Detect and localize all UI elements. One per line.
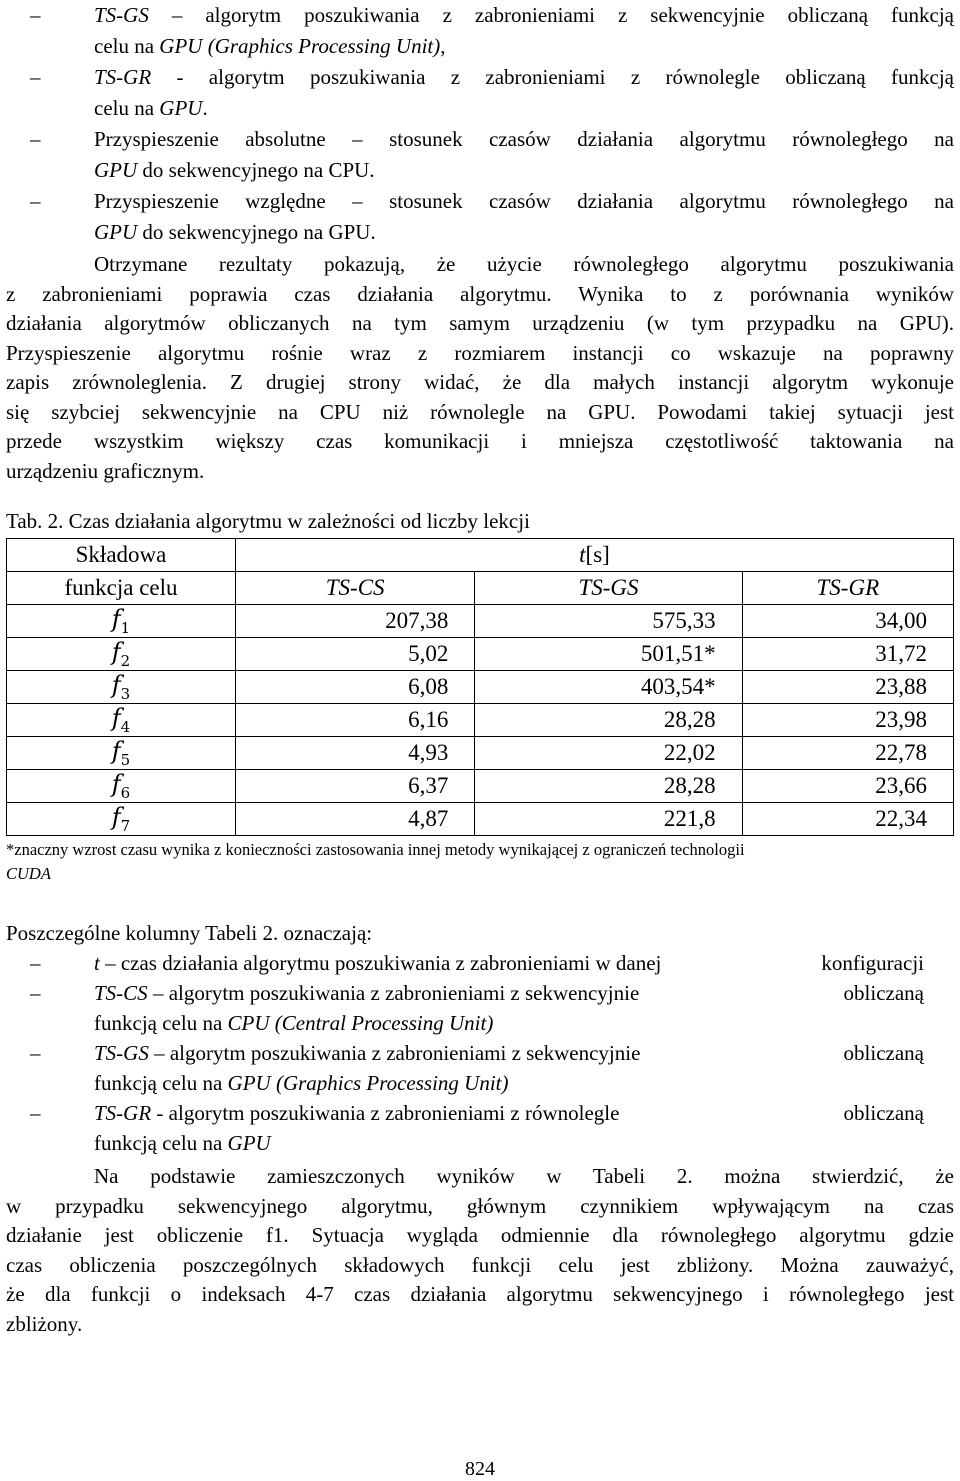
function-index: 7	[120, 816, 131, 835]
definition-line-1	[94, 0, 954, 31]
paragraph-line: czas obliczenia poszczególnych składowych funkcji celu jest zbliżony. Można zauważyć,	[6, 1252, 954, 1277]
paragraph-line: urządzeniu graficznym.	[6, 458, 205, 483]
definition-text: ,	[440, 34, 446, 58]
function-symbol: $f_5$	[111, 737, 131, 769]
value-cell: 501,51*	[475, 638, 742, 671]
function-symbol: $f_3$	[111, 671, 131, 703]
legend-term: GPU	[227, 1131, 271, 1155]
dash-bullet: –	[30, 189, 41, 213]
legend-line-1	[94, 948, 954, 978]
dash-bullet: –	[30, 981, 41, 1005]
paragraph-line: działanie jest obliczenie f1. Sytuacja wygląda odmiennie dla równoległego algorytmu gdzie	[6, 1223, 954, 1247]
legend-right-word: konfiguracji	[821, 951, 924, 975]
legend-text: funkcją celu na	[94, 1071, 228, 1095]
definition-term: GPU	[94, 158, 138, 182]
component-cell	[7, 770, 236, 803]
dash-bullet: –	[30, 951, 41, 975]
component-cell	[7, 737, 236, 770]
value-cell: 22,02	[475, 737, 742, 770]
value-cell: 22,34	[742, 803, 953, 836]
definition-line-2	[94, 155, 954, 186]
definition-term: GPU (Graphics Processing Unit)	[159, 34, 441, 58]
legend-text: - algorytm poszukiwania z zabronieniami z równolegle	[151, 1101, 620, 1125]
table-row	[7, 605, 954, 638]
table-caption: Tab. 2. Czas działania algorytmu w zależności od liczby lekcji	[6, 509, 530, 533]
definition-text: Przyspieszenie względne – stosunek czasów działania algorytmu równoległego na	[94, 189, 954, 213]
table-row	[7, 770, 954, 803]
definition-term: GPU	[159, 96, 203, 120]
legend-line-1	[94, 1038, 954, 1068]
legend-text: funkcją celu na	[94, 1011, 228, 1035]
value-cell: 6,37	[236, 770, 475, 803]
paragraph-line: Na podstawie zamieszczonych wyników w Tabeli 2. można stwierdzić, że	[94, 1164, 954, 1188]
paragraph-line: zbliżony.	[6, 1311, 83, 1336]
definition-line-1	[94, 186, 954, 217]
paragraph-line: w przypadku sekwencyjnego algorytmu, głównym czynnikiem wpływającym na czas	[6, 1193, 954, 1218]
column-ts-gs: TS-GS	[475, 572, 742, 605]
function-index: 6	[120, 783, 131, 802]
component-cell	[7, 704, 236, 737]
function-symbol: $f_7$	[111, 803, 131, 835]
footnote-line-2: CUDA	[6, 864, 51, 883]
legend-text: – algorytm poszukiwania z zabronieniami z sekwencyjnie	[148, 1041, 641, 1065]
function-index: 1	[120, 618, 131, 637]
legend-line-1	[94, 1098, 954, 1128]
paragraph-line: się szybciej sekwencyjnie na CPU niż równolegle na GPU. Powodami takiej sytuacji jest	[6, 399, 954, 424]
function-symbol: $f_2$	[111, 638, 131, 670]
definition-item	[6, 186, 954, 248]
definition-text: celu na	[94, 96, 160, 120]
definition-text: .	[202, 96, 208, 120]
definition-text: – algorytm poszukiwania z zabronieniami z sekwencyjnie obliczaną funkcją	[148, 3, 954, 27]
definition-term: GPU	[94, 220, 138, 244]
function-symbol: $f_4$	[111, 704, 131, 736]
legend-title: Poszczególne kolumny Tabeli 2. oznaczają:	[6, 921, 373, 945]
definition-text: Przyspieszenie absolutne – stosunek czasów działania algorytmu równoległego na	[94, 127, 954, 151]
definition-item	[6, 0, 954, 62]
definition-line-1	[94, 62, 954, 93]
table-row	[7, 803, 954, 836]
function-index: 2	[120, 651, 131, 670]
paragraph-line: przede wszystkim większy czas komunikacji i mniejsza częstotliwość taktowania na	[6, 429, 954, 453]
value-cell: 22,78	[742, 737, 953, 770]
definition-line-2	[94, 217, 954, 248]
column-ts-gr: TS-GR	[742, 572, 953, 605]
function-index: 4	[120, 717, 131, 736]
value-cell: 403,54*	[475, 671, 742, 704]
definition-text: celu na	[94, 34, 160, 58]
paragraph-line: Otrzymane rezultaty pokazują, że użycie równoległego algorytmu poszukiwania	[94, 252, 954, 276]
function-index: 5	[120, 750, 131, 769]
definition-line-2	[94, 31, 954, 62]
value-cell: 31,72	[742, 638, 953, 671]
definition-item	[6, 62, 954, 124]
results-table	[6, 538, 954, 836]
component-cell	[7, 638, 236, 671]
header-component-2: funkcja celu	[7, 572, 236, 605]
legend-term: TS-CS	[94, 981, 148, 1005]
legend-item	[6, 948, 954, 978]
legend-item	[6, 1038, 954, 1098]
definitions-list	[6, 0, 954, 248]
definition-line-2	[94, 93, 954, 124]
paragraph-line: działania algorytmów obliczanych na tym samym urządzeniu (w tym przypadku na GPU).	[6, 311, 954, 335]
legend-text: (Graphics Processing Unit)	[270, 1071, 509, 1095]
value-cell: 5,02	[236, 638, 475, 671]
dash-bullet: –	[30, 1041, 41, 1065]
function-index: 3	[120, 684, 131, 703]
legend-text: – algorytm poszukiwania z zabronieniami z sekwencyjnie	[147, 981, 640, 1005]
legend-item	[6, 1098, 954, 1158]
value-cell: 28,28	[475, 704, 742, 737]
definition-term: TS-GS	[94, 3, 149, 27]
value-cell: 23,66	[742, 770, 953, 803]
definition-text: - algorytm poszukiwania z zabronieniami z równolegle obliczaną funkcją	[151, 65, 954, 89]
function-symbol: $f_6$	[111, 770, 131, 802]
value-cell: 34,00	[742, 605, 953, 638]
component-cell	[7, 803, 236, 836]
table-header-row	[7, 539, 954, 572]
legend-right-word: obliczaną	[843, 1041, 924, 1065]
header-t-symbol: t	[579, 542, 586, 567]
header-component-1: Składowa	[7, 539, 236, 572]
dash-bullet: –	[30, 1101, 41, 1125]
dash-bullet: –	[30, 3, 41, 27]
value-cell: 4,87	[236, 803, 475, 836]
dash-bullet: –	[30, 65, 41, 89]
definition-text: do sekwencyjnego na GPU.	[137, 220, 376, 244]
page-number: 824	[465, 1458, 495, 1480]
value-cell: 221,8	[475, 803, 742, 836]
definition-text: do sekwencyjnego na CPU.	[137, 158, 375, 182]
legend-term: GPU	[227, 1071, 271, 1095]
function-symbol: $f_1$	[111, 605, 131, 637]
legend-line-2	[94, 1068, 954, 1098]
header-t-unit: [s]	[585, 542, 610, 567]
component-cell	[7, 671, 236, 704]
table-subheader-row	[7, 572, 954, 605]
table-row	[7, 737, 954, 770]
legend-list	[6, 948, 954, 1158]
value-cell: 575,33	[475, 605, 742, 638]
legend-text: (Central Processing Unit)	[269, 1011, 494, 1035]
table-row	[7, 638, 954, 671]
legend-term: t	[94, 951, 100, 975]
definition-line-1	[94, 124, 954, 155]
legend-right-word: obliczaną	[843, 1101, 924, 1125]
paragraph-line: że dla funkcji o indeksach 4-7 czas działania algorytmu sekwencyjnego i równoległego jest	[6, 1282, 954, 1306]
legend-item	[6, 978, 954, 1038]
legend-line-2	[94, 1008, 954, 1038]
legend-term: TS-GS	[94, 1041, 149, 1065]
paragraph-line: zapis zrównoleglenia. Z drugiej strony widać, że dla małych instancji algorytm wykonuje	[6, 370, 954, 394]
legend-text: funkcją celu na	[94, 1131, 228, 1155]
table-footnote	[6, 838, 954, 886]
results-paragraph	[6, 250, 954, 486]
component-cell	[7, 605, 236, 638]
value-cell: 28,28	[475, 770, 742, 803]
legend-line-1	[94, 978, 954, 1008]
table-row	[7, 704, 954, 737]
paragraph-line: z zabronieniami poprawia czas działania algorytmu. Wynika to z porównania wyników	[6, 281, 954, 306]
table-row	[7, 671, 954, 704]
header-time	[236, 539, 954, 572]
legend-term: TS-GR	[94, 1101, 152, 1125]
document-page	[6, 0, 954, 1339]
legend-term: CPU	[227, 1011, 270, 1035]
value-cell: 4,93	[236, 737, 475, 770]
table-body	[7, 605, 954, 836]
legend-line-2	[94, 1128, 954, 1158]
footnote-line-1: *znaczny wzrost czasu wynika z konieczności zastosowania innej metody wynikającej z ograniczeń technologii	[6, 840, 745, 859]
paragraph-line: Przyspieszenie algorytmu rośnie wraz z rozmiarem instancji co wskazuje na poprawny	[6, 340, 954, 365]
dash-bullet: –	[30, 127, 41, 151]
value-cell: 23,88	[742, 671, 953, 704]
value-cell: 23,98	[742, 704, 953, 737]
legend-right-word: obliczaną	[843, 981, 924, 1005]
column-ts-cs: TS-CS	[236, 572, 475, 605]
value-cell: 207,38	[236, 605, 475, 638]
legend-text: – czas działania algorytmu poszukiwania z zabronieniami w danej	[99, 951, 662, 975]
definition-term: TS-GR	[94, 65, 152, 89]
value-cell: 6,08	[236, 671, 475, 704]
definition-item	[6, 124, 954, 186]
value-cell: 6,16	[236, 704, 475, 737]
conclusion-paragraph	[6, 1162, 954, 1339]
